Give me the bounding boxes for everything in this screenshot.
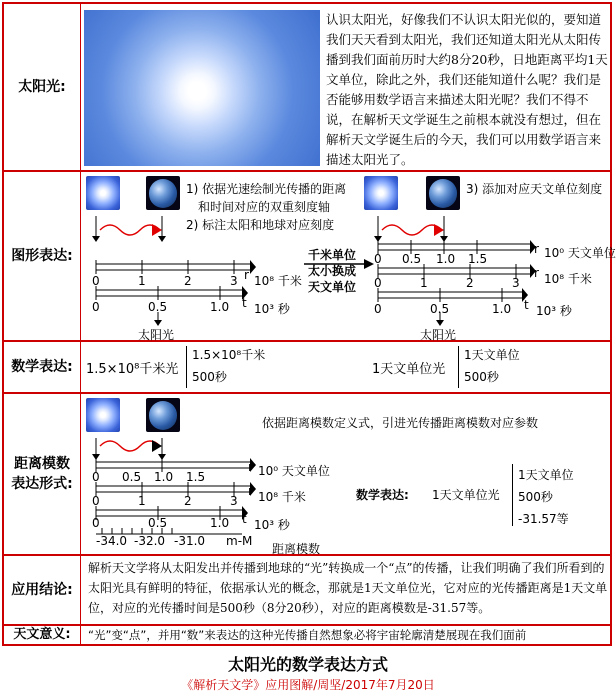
math-right-top: 1天文单位 (464, 348, 520, 362)
conclusion-paragraph: 解析天文学将从太阳发出并传播到地球的“光”转换成一个“点”的传播，让我们明确了我们所看到的太阳光具有鲜明的特征，依据承认光的概念，那就是1天文单位光，它对应的光传播距离是1天文单位，对应的光传播时间是500秒（8分20秒），对应的距离模数是-31.57等。 (88, 561, 608, 615)
tick-t-10: 1.0 (210, 516, 230, 530)
label-meaning: 天文意义: (4, 626, 81, 644)
tick-au-0: 0 (374, 252, 382, 266)
distance-note: 依据距离模数定义式，引进光传播距离模数对应参数 (262, 416, 539, 430)
tick-t-10: 1.0 (492, 302, 512, 316)
main-frame (2, 2, 616, 646)
label-distance-2: 表达形式: (11, 476, 73, 492)
tick-r-3: 3 (230, 274, 238, 288)
t-label: t (242, 296, 247, 310)
r-label: r (248, 460, 253, 474)
divider (458, 346, 459, 388)
tick-t-10: 1.0 (210, 300, 230, 314)
au-unit: 10⁰ 天文单位 (544, 246, 616, 260)
tick-t-0: 0 (92, 300, 100, 314)
mod-unit: m-M (226, 534, 253, 548)
tick-r-1: 1 (138, 494, 146, 508)
math-right-main: 1天文单位光 (372, 362, 446, 377)
row-graph (4, 172, 616, 342)
math-left-bottom: 500秒 (192, 370, 227, 384)
tick-t-05: 0.5 (148, 516, 168, 530)
r-unit: 10⁸ 千米 (544, 272, 592, 286)
math-right-bottom: 500秒 (464, 370, 499, 384)
r-unit: 10⁸ 千米 (258, 490, 306, 504)
row-distance (4, 394, 610, 556)
convert-label-3: 天文单位 (308, 280, 357, 294)
tick-r-0: 0 (92, 494, 100, 508)
label-distance (4, 394, 81, 554)
convert-label-1: 千米单位 (308, 248, 357, 262)
sun-paragraph: 认识太阳光，好像我们不认识太阳光似的，要知道我们天天看到太阳光，我们还知道太阳光从太阳传播到我们面前历时大约8分20秒，日地距离平均1天文单位，除此之外，我们还能知道什么呢？我们是否能够用数学语言来描述太阳光呢？我们不得不说，在解析天文学诞生之前根本就没有想过，但在解析天文学诞生后的今天，我们可以用数学语言来描述太阳光了。 (326, 12, 608, 167)
tick-au-10: 1.0 (154, 470, 174, 484)
sun-marker: 太阳光 (138, 328, 175, 342)
distance-p1: 1天文单位 (518, 468, 574, 482)
r-label: r (534, 266, 539, 280)
sun-marker: 太阳光 (420, 328, 457, 342)
distance-math-main: 1天文单位光 (432, 488, 500, 502)
distance-math-label: 数学表达: (356, 488, 409, 502)
tick-r-2: 2 (184, 274, 192, 288)
tick-r-3: 3 (230, 494, 238, 508)
tick-t-05: 0.5 (148, 300, 168, 314)
t-unit: 10³ 秒 (254, 302, 290, 316)
divider (186, 346, 187, 388)
label-math: 数学表达: (4, 342, 81, 392)
tick-r-2: 2 (184, 494, 192, 508)
sun-photo (84, 10, 320, 166)
label-distance-1: 距离模数 (14, 456, 70, 472)
r-label: r (534, 242, 539, 256)
row-sun (4, 4, 610, 172)
mod-tick-2: -32.0 (134, 534, 166, 548)
math-left-main: 1.5×10⁸千米光 (86, 362, 179, 377)
page-title: 太阳光的数学表达方式 (227, 655, 388, 674)
t-unit: 10³ 秒 (536, 304, 572, 318)
graph-note-1: 1) 依据光速绘制光传播的距离 (186, 182, 347, 196)
mod-tick-3: -31.0 (174, 534, 206, 548)
row-meaning (4, 626, 610, 644)
page-subtitle: 《解析天文学》应用图解/周坚/2017年7月20日 (181, 678, 435, 692)
graph-diagram (82, 172, 612, 342)
row-conclusion (4, 556, 610, 626)
tick-au-0: 0 (92, 470, 100, 484)
t-label: t (524, 298, 529, 312)
tick-r-1: 1 (420, 276, 428, 290)
r-label: r (244, 268, 249, 282)
meaning-text: “光”变“点”，并用“数”来表达的这种光传播自然想象必将宇宙轮廓清楚展现在我们面前 (88, 628, 527, 642)
graph-note-1b: 和时间对应的双重刻度轴 (198, 200, 331, 214)
t-unit: 10³ 秒 (254, 518, 290, 532)
distance-p3: -31.57等 (518, 512, 569, 526)
r-unit: 10⁸ 千米 (254, 274, 302, 288)
label-graph: 图形表达: (4, 172, 81, 340)
tick-r-3: 3 (512, 276, 520, 290)
tick-t-05: 0.5 (430, 302, 450, 316)
r-label: r (248, 484, 253, 498)
convert-label-2: 太小换成 (308, 264, 357, 278)
mod-label: 距离模数 (272, 542, 321, 556)
tick-r-0: 0 (92, 274, 100, 288)
math-left-top: 1.5×10⁸千米 (192, 348, 266, 362)
mod-tick-1: -34.0 (96, 534, 128, 548)
tick-t-0: 0 (374, 302, 382, 316)
tick-au-15: 1.5 (186, 470, 206, 484)
tick-r-0: 0 (374, 276, 382, 290)
tick-au-10: 1.0 (436, 252, 456, 266)
distance-p2: 500秒 (518, 490, 553, 504)
tick-au-05: 0.5 (402, 252, 422, 266)
t-label: t (242, 512, 247, 526)
tick-au-15: 1.5 (468, 252, 488, 266)
label-conclusion: 应用结论: (4, 556, 81, 624)
label-sun: 太阳光: (4, 4, 81, 170)
tick-t-0: 0 (92, 516, 100, 530)
tick-au-05: 0.5 (122, 470, 142, 484)
row-math (4, 342, 610, 394)
au-unit: 10⁰ 天文单位 (258, 464, 330, 478)
tick-r-1: 1 (138, 274, 146, 288)
graph-note-2: 2) 标注太阳和地球对应刻度 (186, 218, 335, 232)
graph-note-3: 3) 添加对应天文单位刻度 (466, 182, 603, 196)
tick-r-2: 2 (466, 276, 474, 290)
divider (512, 464, 513, 526)
